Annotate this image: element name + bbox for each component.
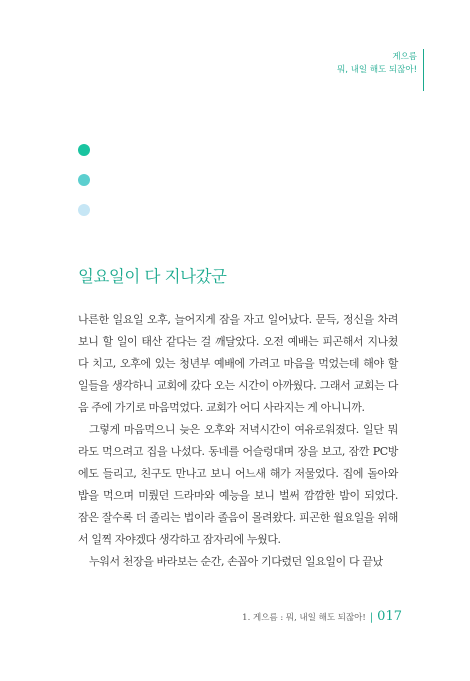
paragraph-3: 누워서 천장을 바라보는 순간, 손꼽아 기다렸던 일요일이 다 끝났 [89, 555, 383, 568]
page-footer [242, 609, 402, 624]
decorative-dot-3 [78, 204, 90, 216]
paragraph-1: 나른한 일요일 오후, 늘어지게 잠을 자고 일어났다. 문득, 정신을 차려 보니 할 일이 태산 같다는 걸 깨달았다. 오전 예배는 피곤해서 지나쳤다 치고, 오후에 있는 청년부 예배에 가려고 마음을 먹었는데 해야 할 일들을 생각하니 교회에 갔다 오는 시간이 아까웠다. 그래서 교회는 다음 주에 가기로 마음먹었다. 교회가 어디 사라지는 게 아니니까. [78, 313, 398, 414]
running-header-title: 게으름 [392, 52, 417, 62]
running-header-subtitle: 뭐, 내일 해도 되잖아! [337, 65, 417, 75]
decorative-dot-1 [78, 144, 90, 156]
decorative-dot-2 [78, 174, 90, 186]
footer-separator: | [369, 612, 374, 623]
decorative-dots [78, 144, 90, 234]
running-header [337, 49, 424, 91]
footer-chapter-label: 1. 게으름 : 뭐, 내일 해도 되잖아! [242, 613, 366, 623]
body-text [78, 309, 398, 573]
page-number: 017 [377, 609, 402, 624]
chapter-title: 일요일이 다 지나갔군 [78, 267, 227, 286]
paragraph-2: 그렇게 마음먹으니 늦은 오후와 저녁시간이 여유로워졌다. 일단 뭐라도 먹으려고 집을 나섰다. 동네를 어슬렁대며 장을 보고, 잠깐 PC방에도 들리고, 친구도 만나고 보니 어느새 해가 저물었다. 집에 돌아와 밥을 먹으며 미뤘던 드라마와 예능을 보니 벌써 깜깜한 밤이 되었다. 잠은 잘수록 더 졸리는 법이라 졸음이 몰려왔다. 피곤한 월요일을 위해서 일찍 자야겠다 생각하고 잠자리에 누웠다. [78, 423, 398, 546]
